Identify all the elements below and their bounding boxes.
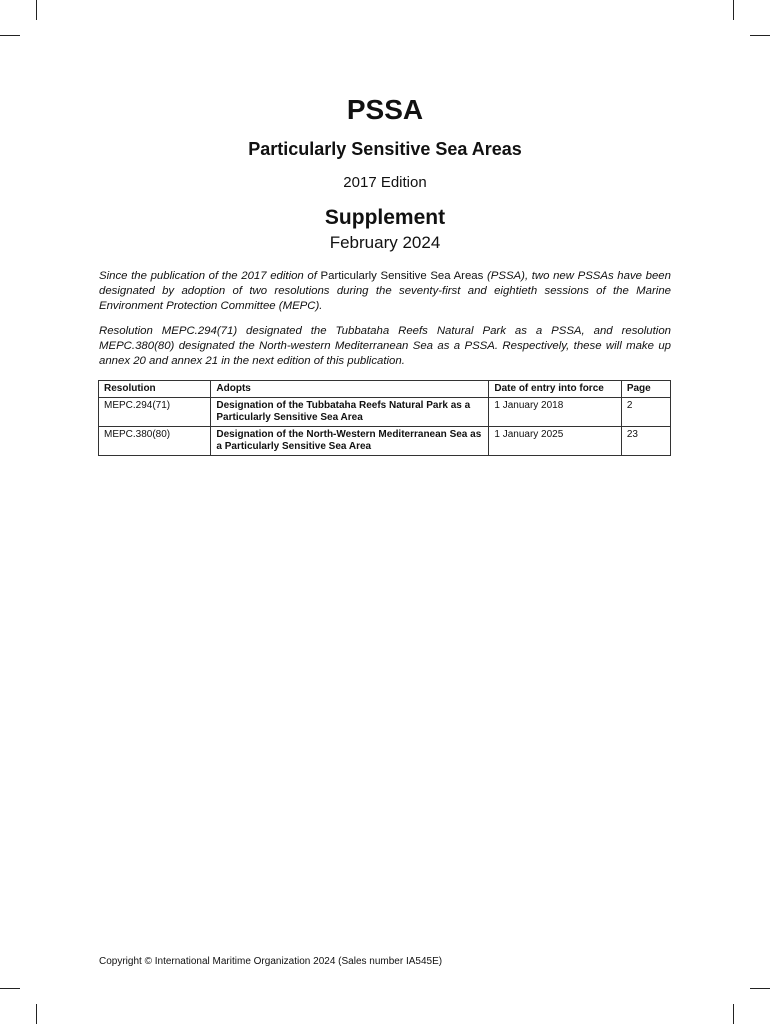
crop-mark: [733, 1004, 734, 1024]
column-header: Page: [621, 381, 670, 398]
publication-title: Particularly Sensitive Sea Areas: [320, 270, 484, 282]
resolution-cell: MEPC.294(71): [99, 398, 211, 427]
document-subtitle: Particularly Sensitive Sea Areas: [248, 139, 522, 159]
crop-mark: [750, 988, 770, 989]
adopts-cell: Designation of the Tubbataha Reefs Natural Park as a Particularly Sensitive Sea Area: [211, 398, 489, 427]
resolutions-table: [98, 380, 671, 456]
table-header-row: [99, 381, 671, 398]
supplement-date: February 2024: [329, 233, 441, 252]
copyright-notice: Copyright © International Maritime Organization 2024 (Sales number IA545E): [99, 956, 443, 967]
date-cell: 1 January 2018: [489, 398, 621, 427]
intro-text: Since the publication of the 2017 edition of: [99, 270, 321, 282]
column-header: Date of entry into force: [489, 381, 621, 398]
table-row: [99, 427, 671, 456]
column-header: Adopts: [211, 381, 489, 398]
crop-mark: [36, 1004, 37, 1024]
page-cell: 2: [621, 398, 670, 427]
crop-mark: [750, 35, 770, 36]
crop-mark: [0, 35, 20, 36]
crop-mark: [36, 0, 37, 20]
date-cell: 1 January 2025: [489, 427, 621, 456]
crop-mark: [0, 988, 20, 989]
crop-mark: [733, 0, 734, 20]
page-cell: 23: [621, 427, 670, 456]
resolution-paragraph: Resolution MEPC.294(71) designated the Tubbataha Reefs Natural Park as a PSSA, and resolution MEPC.380(80) designated the North-western Mediterranean Sea as a PSSA. Respectively, these will make up annex 20 and annex 21 in the next edition of this publication.: [99, 325, 671, 367]
edition-label: 2017 Edition: [343, 174, 427, 191]
resolution-cell: MEPC.380(80): [99, 427, 211, 456]
page-title: PSSA: [346, 94, 424, 125]
supplement-heading: Supplement: [324, 206, 446, 229]
adopts-cell: Designation of the North-Western Mediterranean Sea as a Particularly Sensitive Sea Area: [211, 427, 489, 456]
intro-text: (PSSA), two new PSSAs have been designated by adoption of two resolutions during the seventy-first and eightieth sessions of the Marine Environment Protection Committee (MEPC).: [99, 270, 671, 312]
intro-paragraph: [99, 269, 671, 314]
table-row: [99, 398, 671, 427]
column-header: Resolution: [99, 381, 211, 398]
